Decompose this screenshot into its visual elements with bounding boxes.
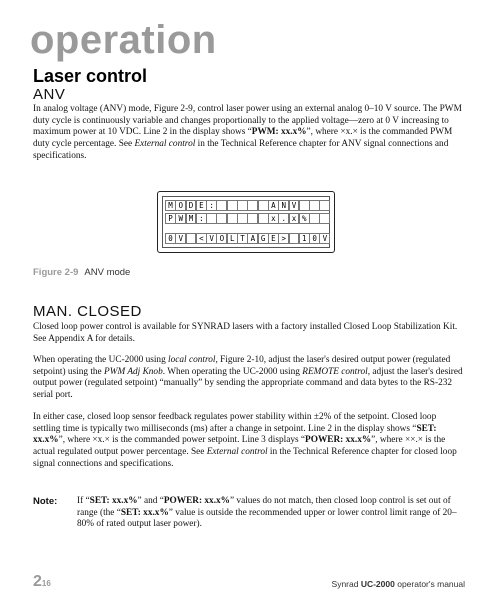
lcd-row-3 <box>165 233 330 245</box>
lcd-cell: E <box>196 200 207 211</box>
lcd-cell: 0 <box>165 233 176 244</box>
lcd-cell <box>289 233 300 244</box>
lcd-cell: : <box>206 200 217 211</box>
lcd-cell: V <box>319 233 330 244</box>
figure-caption-text: ANV mode <box>84 267 131 278</box>
lcd-cell: > <box>278 233 289 244</box>
lcd-cell <box>237 200 248 211</box>
lcd-cell <box>237 213 248 224</box>
page-number: 216 <box>33 573 51 590</box>
subsection-heading: Laser control <box>33 66 148 86</box>
man-closed-paragraph-3: In either case, closed loop sensor feedback regulates power stability within ±2% of the setpoint. Closed loop settling time is typically two milliseconds (ms) after a change in setpoint. Line 2 in the display shows “SET: xx.x%”, where ×x.× is the commanded power setpoint. Line 3 displays “POWER: xx.x%”, where ××.× is the actual regulated output power percentage. See External control in the Technical Reference chapter for closed loop signal connections and specifications. <box>33 412 457 469</box>
lcd-cell: x <box>289 213 300 224</box>
lcd-cell <box>319 213 330 224</box>
lcd-cell <box>247 213 258 224</box>
note-text: If “SET: xx.x%” and “POWER: xx.x%” values do not match, then closed loop control is set out of range (the “SET: xx.x%” value is outside the recommended upper or lower control limit range of 20–80% of rated output laser power). <box>77 496 457 530</box>
anv-paragraph: In analog voltage (ANV) mode, Figure 2-9, control laser power using an external analog 0–10 V source. The PWM duty cycle is continuously variable and changes proportionally to the applied voltage—zero at 0 V increasing to maximum power at 10 VDC. Line 2 in the display shows “PWM: xx.x%”, where ×x.× is the commanded PWM duty cycle percentage. See External control in the Technical Reference chapter for ANV signal connections and specifications. <box>33 104 462 161</box>
lcd-cell: 1 <box>299 233 310 244</box>
lcd-cell: M <box>165 200 176 211</box>
lcd-cell <box>216 213 227 224</box>
lcd-cell <box>247 200 258 211</box>
lcd-cell: < <box>196 233 207 244</box>
lcd-cell <box>258 200 269 211</box>
lcd-cell: M <box>186 213 197 224</box>
lcd-cell: A <box>268 200 279 211</box>
figure-label: Figure 2-9 <box>33 267 79 278</box>
lcd-cell <box>309 213 320 224</box>
lcd-cell: G <box>258 233 269 244</box>
lcd-cell <box>216 200 227 211</box>
lcd-cell: . <box>278 213 289 224</box>
lcd-cell <box>309 200 320 211</box>
lcd-cell: 0 <box>309 233 320 244</box>
lcd-cell: T <box>237 233 248 244</box>
lcd-cell: V <box>206 233 217 244</box>
lcd-cell: V <box>175 233 186 244</box>
lcd-cell: % <box>299 213 310 224</box>
man-closed-paragraph-1: Closed loop power control is available for SYNRAD lasers with a factory installed Closed Loop Stabilization Kit. See Appendix A for details. <box>33 322 458 344</box>
lcd-cell: V <box>289 200 300 211</box>
lcd-row-2 <box>165 213 330 225</box>
lcd-cell: L <box>227 233 238 244</box>
lcd-cell <box>319 200 330 211</box>
lcd-cell: N <box>278 200 289 211</box>
note-label: Note: <box>33 496 58 507</box>
figure-caption <box>33 267 130 278</box>
lcd-cell: D <box>186 200 197 211</box>
lcd-row-1 <box>165 200 330 212</box>
footer-manual-title: Synrad UC-2000 operator's manual <box>331 579 465 589</box>
lcd-cell <box>227 213 238 224</box>
lcd-cell <box>258 213 269 224</box>
lcd-cell: P <box>165 213 176 224</box>
lcd-screen <box>162 196 330 248</box>
lcd-cell <box>299 200 310 211</box>
lcd-cell: x <box>268 213 279 224</box>
lcd-cell: O <box>216 233 227 244</box>
man-closed-paragraph-2: When operating the UC-2000 using local control, Figure 2-10, adjust the laser's desired output power (regulated setpoint) using the PWM Adj Knob. When operating the UC-2000 using REMOTE control, adjust the laser's desired output power (regulated setpoint) “manually” by sending the appropriate command and data bytes to the RS-232 serial port. <box>33 355 463 401</box>
lcd-cell: E <box>268 233 279 244</box>
man-closed-heading: MAN. CLOSED <box>33 303 142 320</box>
lcd-cell <box>206 213 217 224</box>
section-title: operation <box>30 18 217 62</box>
lcd-cell: : <box>196 213 207 224</box>
lcd-cell <box>227 200 238 211</box>
lcd-cell <box>186 233 197 244</box>
lcd-display <box>157 191 335 253</box>
lcd-cell: A <box>247 233 258 244</box>
lcd-cell: O <box>175 200 186 211</box>
anv-heading: ANV <box>33 86 66 103</box>
lcd-cell: W <box>175 213 186 224</box>
